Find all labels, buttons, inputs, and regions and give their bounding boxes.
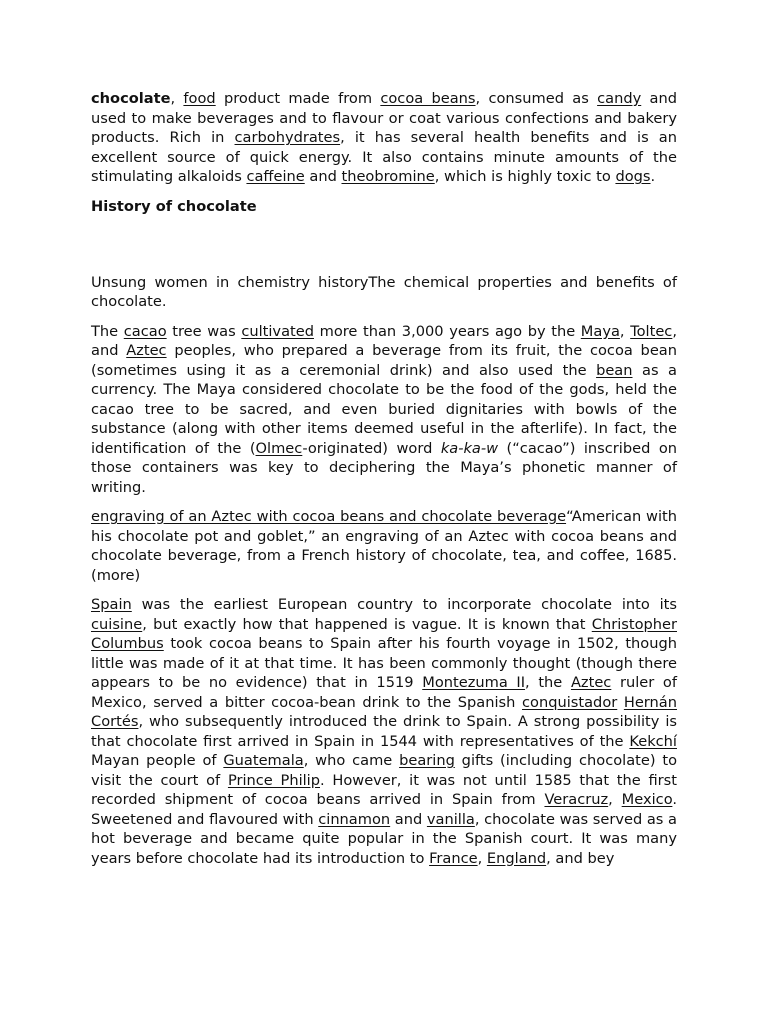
bold-term: chocolate (91, 90, 171, 107)
document-page (91, 89, 677, 878)
text-run: , it has several health benefits and is an excellent source of quick energy. It also contains minute amounts of the stimulating alkaloids (91, 129, 677, 185)
text-run: , chocolate was served as a hot beverage and became quite popular in the Spanish court. It was many years before chocolate had its introduction to (91, 810, 677, 867)
text-run: , who subsequently introduced the drink to Spain. A strong possibility is that chocolate first arrived in Spain in 1544 with representatives of the (91, 713, 677, 750)
link-olmec[interactable]: Olmec (255, 439, 303, 457)
text-run: , consumed as (475, 90, 598, 107)
link-cinnamon[interactable]: cinnamon (318, 810, 391, 828)
link-england[interactable]: England (486, 849, 547, 867)
link-dogs[interactable]: dogs (615, 168, 651, 185)
text-run: gifts (including chocolate) to visit the court of (91, 752, 677, 789)
link-guatemala[interactable]: Guatemala (223, 752, 304, 769)
text-run: , but exactly how that happened is vague. It is known that (142, 615, 592, 633)
text-run: product made from (215, 90, 381, 107)
link-hern-n-cort-s[interactable]: Hernán Cortés (91, 693, 677, 730)
link-food[interactable]: food (183, 90, 216, 107)
text-run: The (91, 322, 124, 340)
text-run: Unsung women in chemistry historyThe chemical properties and benefits of chocolate. (91, 273, 677, 310)
text-run: . Sweetened and flavoured with (91, 791, 678, 828)
link-aztec[interactable]: Aztec (126, 342, 167, 359)
link-veracruz[interactable]: Veracruz (544, 791, 609, 808)
text-run: , the (525, 674, 571, 691)
text-run: , and (91, 322, 677, 359)
text-run: tree was (166, 322, 242, 340)
text-run: took cocoa beans to Spain after his fourth voyage in 1502, though little was made of it at that time. It has been commonly thought (though there appears to be no evidence) that in 1519 (91, 635, 677, 691)
text-run: . (650, 168, 656, 185)
italic-term: ka-ka-w (440, 439, 499, 457)
text-run: “American with his chocolate pot and goblet,” an engraving of an Aztec with cocoa beans and chocolate beverage, from a French history of chocolate, tea, and coffee, 1685.(more) (91, 508, 677, 584)
spain-paragraph (91, 595, 677, 868)
text-run: -originated) word (302, 439, 441, 457)
text-run: as a currency. The Maya considered chocolate to be the food of the gods, held the cacao tree to be sacred, and even buried dignitaries with bowls of the substance (along with other items deemed useful in the afterlife). In fact, the identification of the ( (91, 361, 677, 457)
section-heading (91, 197, 677, 273)
text-run: ruler of Mexico, served a bitter cocoa-bean drink to the Spanish (91, 674, 677, 711)
link-mexico[interactable]: Mexico (621, 791, 673, 808)
link-france[interactable]: France (429, 849, 478, 867)
link-cacao[interactable]: cacao (123, 322, 167, 340)
text-run: , (170, 90, 184, 107)
text-run: Mayan people of (91, 752, 224, 769)
text-run: more than 3,000 years ago by the (313, 322, 581, 340)
text-run: peoples, who prepared a beverage from its fruit, the cocoa bean (sometimes using it as a ceremonial drink) and also used the (91, 342, 677, 379)
text-run: (“cacao”) inscribed on those containers was key to deciphering the Maya’s phonetic manner of writing. (91, 439, 677, 496)
text-run: , (477, 849, 487, 867)
text-run: , (619, 322, 631, 340)
link-candy[interactable]: candy (597, 90, 642, 107)
intro-paragraph (91, 89, 677, 187)
link-bearing[interactable]: bearing (399, 752, 455, 769)
text-run: . However, it was not until 1585 that the first recorded shipment of cocoa beans arrived in Spain from (91, 771, 677, 808)
link-cultivated[interactable]: cultivated (241, 322, 314, 340)
text-run: and used to make beverages and to flavour or coat various confections and bakery products. Rich in (91, 90, 677, 146)
link-prince-philip[interactable]: Prince Philip (227, 771, 320, 789)
link-engraving-of-an-aztec-with-cocoa-beans-and-chocolate-beverage[interactable]: engraving of an Aztec with cocoa beans and chocolate beverage (91, 508, 567, 525)
link-toltec[interactable]: Toltec (630, 322, 673, 340)
link-conquistador[interactable]: conquistador (522, 693, 618, 711)
text-run: and (304, 168, 342, 185)
link-aztec[interactable]: Aztec (570, 674, 612, 691)
text-run: was the earliest European country to incorporate chocolate into its (131, 596, 677, 613)
link-carbohydrates[interactable]: carbohydrates (234, 129, 341, 146)
text-run: and (390, 810, 427, 828)
link-christopher-columbus[interactable]: Christopher Columbus (91, 615, 677, 652)
link-vanilla[interactable]: vanilla (426, 810, 475, 828)
link-montezuma-ii[interactable]: Montezuma II (422, 674, 526, 691)
engraving-paragraph (91, 507, 677, 585)
text-run: , and bey (546, 849, 615, 867)
link-kekch[interactable]: Kekchí (629, 732, 677, 750)
link-spain[interactable]: Spain (91, 596, 132, 613)
link-maya[interactable]: Maya (580, 322, 620, 340)
unsung-paragraph (91, 273, 677, 312)
cacao-paragraph (91, 322, 677, 498)
text-run: , who came (303, 752, 400, 769)
section-heading-text: History of chocolate (91, 197, 257, 215)
link-bean[interactable]: bean (596, 361, 633, 379)
link-theobromine[interactable]: theobromine (341, 168, 435, 185)
text-run (617, 694, 624, 711)
link-cuisine[interactable]: cuisine (91, 615, 143, 633)
text-run: , which is highly toxic to (434, 168, 616, 185)
link-cocoa-beans[interactable]: cocoa beans (380, 90, 476, 107)
text-run: , (608, 791, 622, 808)
link-caffeine[interactable]: caffeine (246, 168, 305, 185)
